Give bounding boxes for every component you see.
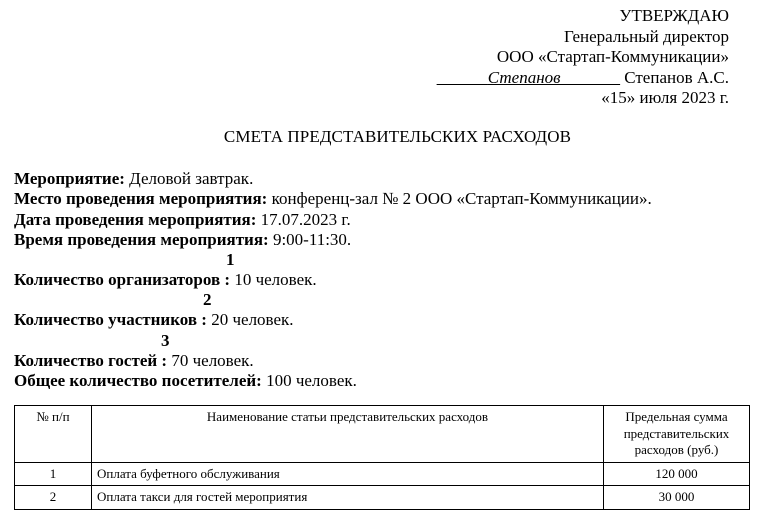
expenses-table: [14, 405, 750, 510]
time-row: [14, 230, 652, 250]
participants-label: Количество участников: [14, 310, 198, 330]
organizers-value: 10 человек.: [230, 270, 317, 290]
guests-row: [14, 351, 652, 371]
table-header-row: [15, 406, 750, 463]
row-name: Оплата буфетного обслуживания: [92, 462, 604, 486]
total-row: [14, 371, 652, 391]
footnote-number: 3: [161, 330, 170, 350]
date-row: [14, 210, 652, 230]
total-label: Общее количество посетителей:: [14, 371, 262, 391]
guests-separator: :: [157, 350, 168, 370]
event-label: Мероприятие:: [14, 169, 125, 188]
approval-company: ООО «Стартап-Коммуникации»: [496, 47, 729, 66]
footnote-number: 2: [203, 290, 212, 310]
event-row: [14, 169, 652, 189]
organizers-row: [14, 270, 652, 290]
row-num: 2: [15, 486, 92, 510]
event-info: [14, 169, 652, 391]
footnote-number: 1: [226, 250, 235, 270]
row-num: 1: [15, 462, 92, 486]
event-value: Деловой завтрак.: [124, 169, 254, 188]
venue-value: конференц-зал № 2 ООО «Стартап-Коммуникации».: [267, 189, 652, 209]
participants-row: [14, 310, 652, 330]
guests-label: Количество гостей: [14, 350, 158, 370]
participants-separator: :: [197, 310, 207, 330]
row-name: Оплата такси для гостей мероприятия: [92, 486, 604, 510]
time-value: 9:00-11:30.: [268, 229, 352, 249]
time-label: Время проведения мероприятия:: [14, 229, 269, 249]
signature-suffix: _______: [560, 67, 621, 87]
row-sum: 30 000: [604, 486, 750, 510]
signature-prefix: ______: [436, 67, 488, 87]
total-value: 100 человек.: [261, 371, 357, 391]
table-row: [15, 486, 750, 510]
guests-value: 70 человек.: [167, 350, 254, 370]
header-name: Наименование статьи представительских расходов: [92, 406, 604, 463]
signature-line: [437, 68, 729, 89]
header-num: № п/п: [15, 406, 92, 463]
header-sum: Предельная сумма представительских расходов (руб.): [604, 406, 750, 463]
table-row: [15, 462, 750, 486]
handwritten-signature: Степанов: [487, 67, 561, 87]
document-title: СМЕТА ПРЕДСТАВИТЕЛЬСКИХ РАСХОДОВ: [223, 127, 572, 146]
approval-heading: УТВЕРЖДАЮ: [619, 6, 729, 25]
organizers-separator: :: [220, 270, 231, 290]
venue-row: [14, 189, 652, 209]
participants-value: 20 человек.: [206, 310, 294, 330]
row-sum: 120 000: [604, 462, 750, 486]
date-label: Дата проведения мероприятия:: [14, 209, 257, 229]
signer-name: Степанов А.С.: [624, 67, 729, 87]
venue-label: Место проведения мероприятия:: [14, 189, 268, 209]
date-value: 17.07.2023 г.: [256, 209, 351, 229]
organizers-label: Количество организаторов: [14, 270, 221, 290]
approval-date: «15» июля 2023 г.: [601, 88, 729, 107]
approval-block: [437, 6, 729, 109]
approval-position: Генеральный директор: [563, 26, 729, 46]
